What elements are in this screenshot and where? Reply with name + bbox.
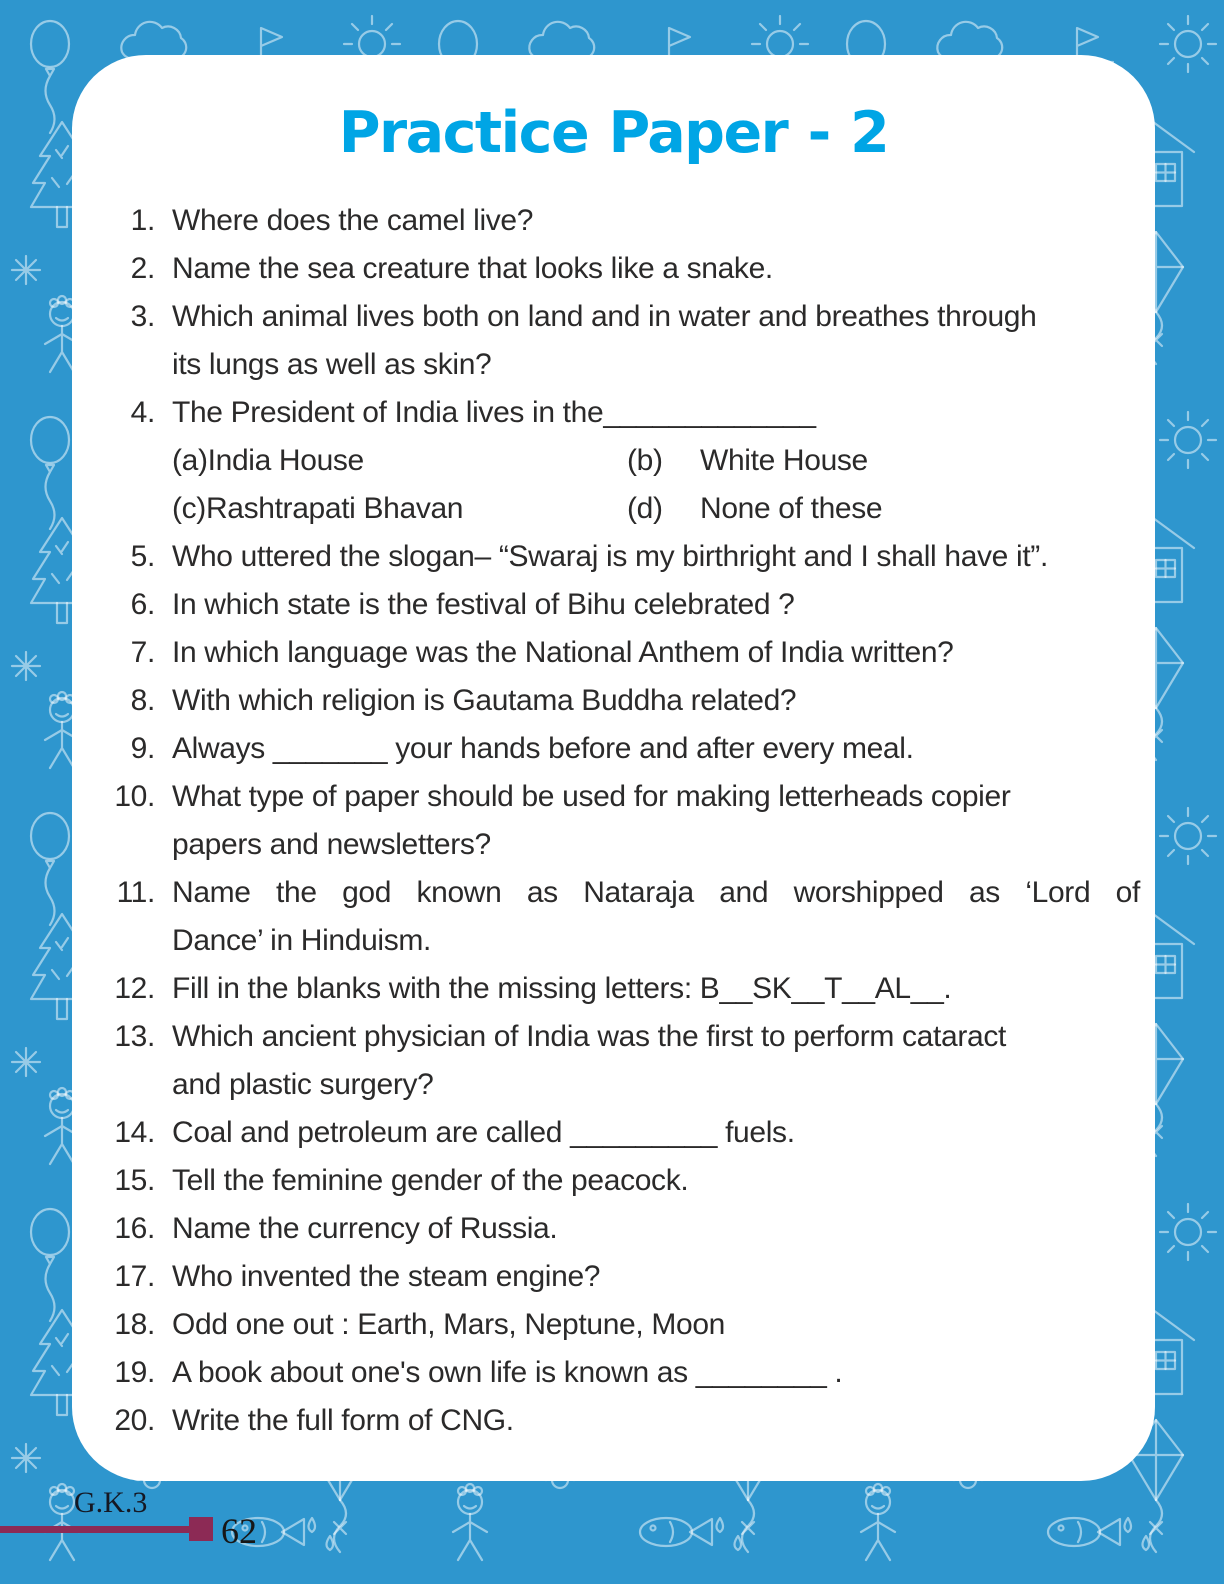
question-text: Which ancient physician of India was the first to perform cataract and plastic surgery? (172, 1020, 1006, 1101)
question-row (72, 1253, 1155, 1301)
question-text: What type of paper should be used for making letterheads copier papers and newsletters? (172, 780, 1011, 861)
question-number: 2. (130, 252, 155, 285)
question-text: Always _______ your hands before and after every meal. (172, 732, 914, 765)
question-number: 3. (130, 300, 155, 333)
question-number: 12. (114, 972, 155, 1005)
page-title: Practice Paper - 2 (338, 100, 889, 166)
question-text: Where does the camel live? (172, 204, 534, 237)
question-row (72, 389, 1155, 533)
question-number: 10. (114, 780, 155, 813)
question-list (72, 197, 1155, 1445)
question-number: 4. (130, 396, 155, 429)
question-number: 19. (114, 1356, 155, 1389)
question-number: 6. (130, 588, 155, 621)
question-number: 7. (130, 636, 155, 669)
page-rule (0, 1526, 191, 1533)
option-label: (c) (172, 492, 206, 525)
question-number: 13. (114, 1020, 155, 1053)
question-row (72, 1349, 1155, 1397)
question-text: Name the god known as Nataraja and worshipped as ‘Lord of Dance’ in Hinduism. (172, 876, 1140, 957)
question-text: Name the currency of Russia. (172, 1212, 558, 1245)
question-row (72, 1157, 1155, 1205)
question-number: 8. (130, 684, 155, 717)
option-text: India House (207, 444, 364, 477)
question-row (72, 869, 1155, 965)
question-row (72, 245, 1155, 293)
question-row (72, 1013, 1155, 1109)
book-label: G.K.3 (74, 1486, 148, 1519)
question-row (72, 1397, 1155, 1445)
question-row (72, 1301, 1155, 1349)
question-text: Which animal lives both on land and in water and breathes through its lungs as well as skin? (172, 300, 1037, 381)
question-number: 16. (114, 1212, 155, 1245)
option-text: Rashtrapati Bhavan (205, 492, 464, 525)
option-c (172, 485, 627, 533)
question-number: 9. (130, 732, 155, 765)
question-row (72, 725, 1155, 773)
option-label: (a) (172, 444, 208, 477)
page-rule-square (189, 1517, 213, 1541)
question-number: 11. (116, 876, 155, 909)
question-row (72, 533, 1155, 581)
question-row (72, 1109, 1155, 1157)
question-text: Fill in the blanks with the missing letters: B__SK__T__AL__. (172, 972, 952, 1005)
page-number: 62 (221, 1511, 257, 1551)
option-text: None of these (700, 492, 883, 525)
question-number: 1. (130, 204, 155, 237)
question-text: In which language was the National Anthem of India written? (172, 636, 954, 669)
question-text: Name the sea creature that looks like a snake. (172, 252, 773, 285)
question-row (72, 293, 1155, 389)
question-row (72, 773, 1155, 869)
option-label: (b) (627, 444, 663, 477)
option-text: White House (700, 444, 868, 477)
question-row (72, 1205, 1155, 1253)
question-text: Who uttered the slogan– “Swaraj is my birthright and I shall have it”. (172, 540, 1048, 573)
question-text: Coal and petroleum are called _________ fuels. (172, 1116, 795, 1149)
option-row (172, 437, 1140, 485)
question-number: 5. (130, 540, 155, 573)
question-row (72, 965, 1155, 1013)
question-text: With which religion is Gautama Buddha related? (172, 684, 797, 717)
option-row (172, 485, 1140, 533)
question-row (72, 197, 1155, 245)
question-text: In which state is the festival of Bihu celebrated ? (172, 588, 795, 621)
question-number: 18. (114, 1308, 155, 1341)
question-row (72, 677, 1155, 725)
question-text: Odd one out : Earth, Mars, Neptune, Moon (172, 1308, 725, 1341)
option-label: (d) (627, 492, 663, 525)
question-text: Write the full form of CNG. (172, 1404, 514, 1437)
question-number: 17. (114, 1260, 155, 1293)
question-row (72, 581, 1155, 629)
question-text: Tell the feminine gender of the peacock. (172, 1164, 689, 1197)
question-text: The President of India lives in the_____________ (a)India House (b) White House (c)Rashtrapati Bhavan (d) None of these (172, 389, 1140, 533)
question-text: A book about one's own life is known as ________ . (172, 1356, 843, 1389)
question-row (72, 629, 1155, 677)
content-card (72, 55, 1155, 1481)
question-text: Who invented the steam engine? (172, 1260, 601, 1293)
question-number: 20. (114, 1404, 155, 1437)
option-a (172, 437, 627, 485)
question-number: 15. (114, 1164, 155, 1197)
question-number: 14. (114, 1116, 155, 1149)
